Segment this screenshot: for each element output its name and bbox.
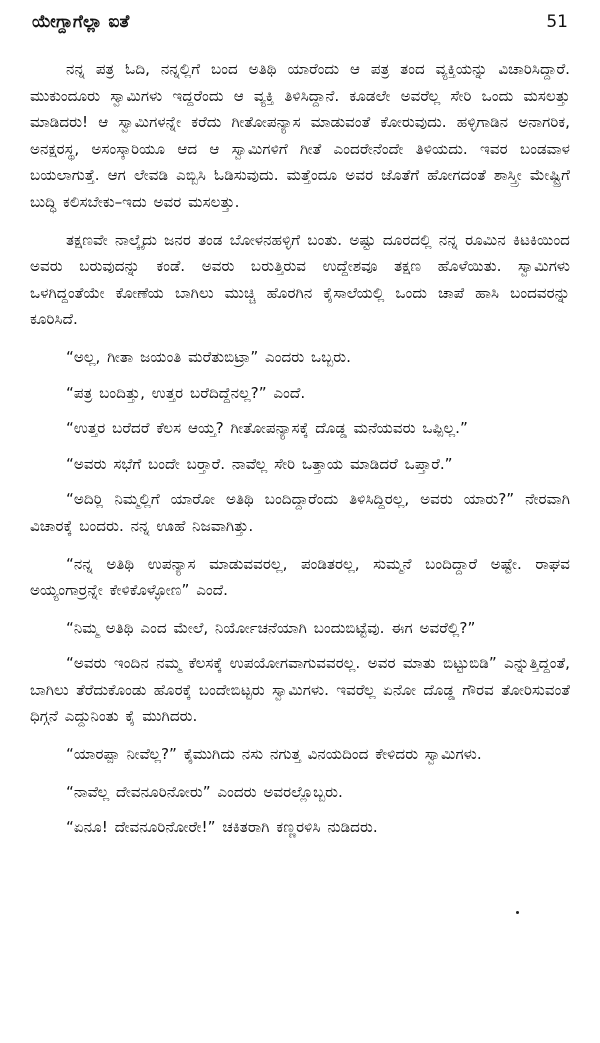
dialogue-paragraph: “ಅವರು ಇಂದಿನ ನಮ್ಮ ಕೆಲಸಕ್ಕೆ ಉಪಯೋಗವಾಗುವವರಲ್ಲ. ಅವರ ಮಾತು ಬಿಟ್ಟುಬಿಡಿ” ಎನ್ನುತ್ತಿದ್ದಂತೆ, ಬಾಗಿಲು ತೆರೆದುಕೊಂಡು ಹೊರಕ್ಕೆ ಬಂದೇಬಿಟ್ಟರು ಸ್ವಾಮಿಗಳು. ಇವರೆಲ್ಲ ಏನೋ ದೊಡ್ಡ ಗೌರವ ತೋರಿಸುವಂತೆ ಧಿಗ್ಗನೆ ಎದ್ದುನಿಂತು ಕೈ ಮುಗಿದರು.: [30, 654, 570, 726]
dialogue-paragraph: “ಯಾರಪ್ಪಾ ನೀವೆಲ್ಲ?” ಕೈಮುಗಿದು ನಸು ನಗುತ್ತ ವಿನಯದಿಂದ ಕೇಳಿದರು ಸ್ವಾಮಿಗಳು.: [66, 745, 482, 764]
dialogue-line: “ನಾವೆಲ್ಲ ದೇವನೂರಿನೋರು” ಎಂದರು ಅವರಲ್ಲೊಬ್ಬರು.: [66, 782, 343, 801]
print-speck: [516, 911, 519, 914]
dialogue-line: “ಅಲ್ಲ, ಗೀತಾ ಜಯಂತಿ ಮರೆತುಬಿಟ್ರಾ” ಎಂದರು ಒಬ್ಬರು.: [66, 347, 351, 366]
dialogue-line: “ಪತ್ರ ಬಂದಿತ್ತು, ಉತ್ತರ ಬರೆದಿದ್ದೆನಲ್ಲ?” ಎಂದೆ.: [66, 383, 306, 402]
dialogue-line: “ಏನೂ! ದೇವನೂರಿನೋರೇ!” ಚಕಿತರಾಗಿ ಕಣ್ಣರಳಿಸಿ ನುಡಿದರು.: [66, 818, 378, 837]
dialogue-line: “ನಿಮ್ಮ ಅತಿಥಿ ಎಂದ ಮೇಲೆ, ನಿರ್ಯೋಚನೆಯಾಗಿ ಬಂದುಬಿಟ್ಟೆವು. ಈಗ ಅವರೆಲ್ಲಿ?”: [66, 618, 476, 637]
running-header: [30, 12, 570, 40]
chapter-title: ಯೇಗ್ದಾಗೆಲ್ಲಾ ಐತೆ: [32, 12, 130, 32]
page-number: 51: [546, 12, 568, 32]
paragraph: ನನ್ನ ಪತ್ರ ಓದಿ, ನನ್ನಲ್ಲಿಗೆ ಬಂದ ಅತಿಥಿ ಯಾರೆಂದು ಆ ಪತ್ರ ತಂದ ವ್ಯಕ್ತಿಯನ್ನು ವಿಚಾರಿಸಿದ್ದಾರೆ. ಮುಕುಂದೂರು ಸ್ವಾಮಿಗಳು ಇದ್ದರೆಂದು ಆ ವ್ಯಕ್ತಿ ತಿಳಿಸಿದ್ದಾನೆ. ಕೂಡಲೇ ಅವರೆಲ್ಲ ಸೇರಿ ಒಂದು ಮಸಲತ್ತು ಮಾಡಿದರು! ಆ ಸ್ವಾಮಿಗಳನ್ನೇ ಕರೆದು ಗೀತೋಪನ್ಯಾಸ ಮಾಡುವಂತೆ ಕೋರುವುದು. ಹಳ್ಳಿಗಾಡಿನ ಅನಾಗರಿಕ, ಅನಕ್ಷರಸ್ಥ, ಅಸಂಸ್ಕಾರಿಯೂ ಆದ ಆ ಸ್ವಾಮಿಗಳಿಗೆ ಗೀತೆ ಎಂದರೇನೆಂದೇ ತಿಳಿಯದು. ಇವರ ಬಂಡವಾಳ ಬಯಲಾಗುತ್ತೆ. ಆಗ ಲೇವಡಿ ಎಬ್ಬಿಸಿ ಓಡಿಸುವುದು. ಮತ್ತೆಂದೂ ಅವರ ಜೊತೆಗೆ ಹೋಗದಂತೆ ಶಾಸ್ತ್ರೀ ಮೇಷ್ಟ್ರಿಗೆ ಬುದ್ಧಿ ಕಲಿಸಬೇಕು–ಇದು ಅವರ ಮಸಲತ್ತು.: [30, 60, 570, 211]
dialogue-paragraph: “ಅದಿರ್‍ಲಿ ನಿಮ್ಮಲ್ಲಿಗೆ ಯಾರೋ ಅತಿಥಿ ಬಂದಿದ್ದಾರೆಂದು ತಿಳಿಸಿದ್ದಿರಲ್ಲ, ಅವರು ಯಾರು?” ನೇರವಾಗಿ ವಿಚಾರಕ್ಕೆ ಬಂದರು. ನನ್ನ ಊಹೆ ನಿಜವಾಗಿತ್ತು.: [30, 490, 570, 535]
dialogue-line: “ಉತ್ತರ ಬರೆದರೆ ಕೆಲಸ ಆಯ್ತ? ಗೀತೋಪನ್ಯಾಸಕ್ಕೆ ದೊಡ್ಡ ಮನೆಯವರು ಒಪ್ಪಿಲ್ಲ.”: [66, 419, 468, 438]
paragraph: ತಕ್ಷಣವೇ ನಾಲ್ಕೈದು ಜನರ ತಂಡ ಬೋಳನಹಳ್ಳಿಗೆ ಬಂತು. ಅಷ್ಟು ದೂರದಲ್ಲಿ ನನ್ನ ರೂಮಿನ ಕಿಟಕಿಯಿಂದ ಅವರು ಬರುವುದನ್ನು ಕಂಡೆ. ಅವರು ಬರುತ್ತಿರುವ ಉದ್ದೇಶವೂ ತಕ್ಷಣ ಹೊಳೆಯಿತು. ಸ್ವಾಮಿಗಳು ಒಳಗಿದ್ದಂತೆಯೇ ಕೋಣೆಯ ಬಾಗಿಲು ಮುಚ್ಚಿ ಹೊರಗಿನ ಕೈಸಾಲೆಯಲ್ಲಿ ಒಂದು ಚಾಪೆ ಹಾಸಿ ಬಂದವರನ್ನು ಕೂರಿಸಿದೆ.: [30, 230, 570, 329]
dialogue-paragraph: “ನನ್ನ ಅತಿಥಿ ಉಪನ್ಯಾಸ ಮಾಡುವವರಲ್ಲ, ಪಂಡಿತರಲ್ಲ, ಸುಮ್ಮನೆ ಬಂದಿದ್ದಾರೆ ಅಷ್ಟೇ. ರಾಘವ ಅಯ್ಯಂಗಾರ್‍ರನ್ನೇ ಕೇಳಿಕೊಳ್ಳೋಣ” ಎಂದೆ.: [30, 554, 570, 600]
dialogue-line: “ಅವರು ಸಭೆಗೆ ಬಂದೇ ಬರ್‍ತಾರೆ. ನಾವೆಲ್ಲ ಸೇರಿ ಒತ್ತಾಯ ಮಾಡಿದರೆ ಒಪ್ತಾರೆ.”: [66, 454, 453, 473]
body-text: [30, 56, 570, 841]
